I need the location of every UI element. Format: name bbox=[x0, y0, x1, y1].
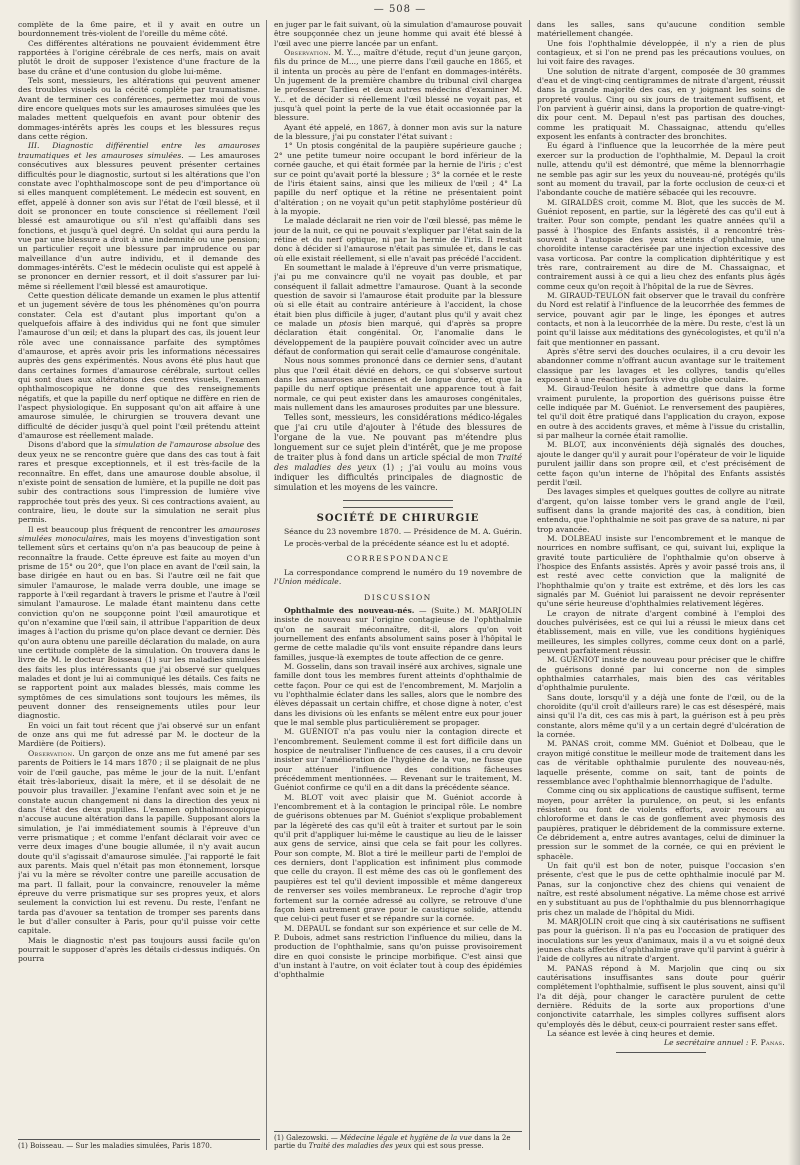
paragraph: M. GIRAUD-TEULON fait observer que le travail du confrère du Nord est relatif à l'influence de la leucorrhée des femmes de service, pouvant agir par le linge, les éponges et autres contacts, et non à la leucorrhée de la mère. Du reste, c'est là un point qu'il laisse aux méditations des gynécologistes, et qu'il n'a fait que mentionner en passant. bbox=[537, 290, 785, 347]
paragraph: Mais le diagnostic n'est pas toujours aussi facile qu'on pourrait le supposer d'après les détails ci-dessus indiqués. On pourra bbox=[18, 935, 260, 964]
paragraph-text: — (Suite.) M. MARJOLIN insiste de nouveau sur l'origine contagieuse de l'ophthalmie qu'on ne saurait méconnaître, dit-il, alors qu'on voit journellement des enfants absolument sains poser à l'hôpital le germe de cette maladie qu'ils vont ensuite répandre dans leurs familles, jusque-là exemptes de toute affection de ce genre. bbox=[274, 605, 522, 662]
paragraph: Ces différentes altérations ne pouvaient évidemment être rapportées à l'origine cérébrale de ces nerfs, mais on avait plutôt le droit de supposer l'existence d'une fracture de la base du crâne et d'une contusion du globe lui-même. bbox=[18, 38, 260, 76]
paragraph-lead: En soumettant le malade à l'épreuve d'un verre prismatique, j'ai pu me convaincre qu'il ne voyait pas double, et par conséquent il fallait admettre l'amaurose. Quant à la seconde question de savoir si l'amaurose était produite par la blessure où si elle était au contraire antérieure à l'accident, la chose était bien plus difficile à juger, d'autant plus qu'il y avait chez ce malade un bbox=[274, 262, 522, 328]
observation-label: Observation. bbox=[284, 48, 331, 58]
topic-title: Ophthalmie des nouveau-nés. bbox=[284, 605, 415, 615]
paragraph: La séance est levée à cinq heures et demie. bbox=[547, 1029, 715, 1039]
paragraph: Cette question délicate demande un examen le plus attentif et un jugement sévère de tous les phénomènes qu'on pourra constater. Cela est d'autant plus important qu'on a quelquefois affaire à des individus qui ne font que simuler l'amaurose d'un œil; et dans la plupart des cas, ils jouent leur rôle avec une connaissance parfaite des symptômes d'amaurose, et après avoir pris les informations nécessaires auprès des gens expérimentés. Nous avons été plus haut que dans certaines formes d'amaurose cérébrale, surtout celles qui sont dues aux altérations des centres visuels, l'examen ophthalmoscopique ne donne que des renseignements négatifs, et que la papille du nerf optique ne diffère en rien de l'aspect physiologique. En supposant qu'on ait affaire à une amaurose simulée, le chirurgien se trouvera devant une difficulté de décider jusqu'à quel point l'œil prétendu atteint d'amaurose est réellement malade. bbox=[18, 290, 260, 441]
italic-term: amauroses simulées monoculaires bbox=[18, 524, 260, 543]
paragraph: Nous nous sommes prononcé dans ce dernier sens, d'autant plus que l'œil était dévié en dehors, ce qui s'observe surtout dans les amauroses anciennes et de longue durée, et que la papille du nerf optique présentait une apparence tout à fait normale, ce qui peut exister dans les amauroses congénitales, mais nullement dans les amauroses produites par une blessure. bbox=[274, 356, 522, 413]
paragraph: Eu égard à l'influence que la leucorrhée de la mère peut exercer sur la production de l'ophthalmie, M. Depaul la croit nulle, attendu qu'il est démontré, que même la blennorrhagie ne semble pas agir sur les yeux du nouveau-né, protégés qu'ils sont au moment du travail, par la forte occlusion de ceux-ci et l'abondante couche de matière sébacée qui les recouvre. bbox=[537, 141, 785, 198]
footnote-title: Médecine légale et hygiène de la vue bbox=[339, 1133, 473, 1142]
column-divider-left bbox=[266, 20, 267, 1150]
paragraph bbox=[18, 749, 260, 936]
paragraph-text: (1) ; j'ai voulu au moins vous indiquer les difficultés principales de diagnostic de simulation et les moyens de les vaincre. bbox=[274, 462, 522, 493]
paragraph: M. BLOT voit avec plaisir que M. Guéniot accorde à l'encombrement et à la contagion le principal rôle. Le nombre de guérisons obtenues par M. Guéniot s'explique probablement par la légèreté des cas qu'il eût à traiter et surtout par le soin qu'il prit d'appliquer lui-même le caustique au lieu de le laisser aux gens de service, ainsi que cela se fait pour les collyres. Pour son compte, M. Blot a tiré le meilleur parti de l'emploi de ces derniers, dont l'application est infiniment plus commode que celle du crayon. Il est même des cas où le gonflement des paupières est tel qu'il devient impossible et même dangereux de renverser ses voiles membraneux. Le reproche d'agir trop fortement sur la cornée adressé au collyre, se retrouve d'une façon bien autrement grave pour le caustique solide, attendu que celui-ci peut fuser et se répandre sur la cornée. bbox=[274, 792, 522, 924]
paragraph: Le crayon de nitrate d'argent combiné à l'emploi des douches pulvérisées, est ce qui lui a réussi le mieux dans cet établissement, mais en ville, vue les conditions hygiéniques meilleures, les simples collyres, comme ceux dont on a parlé, peuvent parfaitement réussir. bbox=[537, 608, 785, 656]
correspondance-heading: CORRESPONDANCE bbox=[346, 554, 450, 564]
paragraph: Ayant été appelé, en 1867, à donner mon avis sur la nature de la blessure, j'ai pu constater l'état suivant : bbox=[274, 122, 522, 142]
footnote: (1) Boisseau. — Sur les maladies simulées, Paris 1870. bbox=[18, 1139, 260, 1151]
session-line: Séance du 23 novembre 1870. — Présidence de M. A. Guérin. bbox=[284, 526, 522, 536]
column-1 bbox=[18, 20, 260, 1145]
page-fold-shadow bbox=[788, 0, 800, 1165]
paragraph: dans les salles, sans qu'aucune condition semble matériellement changée. bbox=[537, 20, 785, 39]
signature-name: F. Panas. bbox=[750, 1038, 785, 1048]
footnote-end: qui est sous presse. bbox=[411, 1142, 484, 1151]
closing-rule bbox=[616, 1052, 706, 1053]
paragraph-text: . bbox=[338, 577, 342, 587]
paragraph-text: M. Y..., maître d'étude, reçut d'un jeune garçon, fils du prince de M..., une pierre dans l'œil gauche en 1865, et il intenta un procès au père de l'enfant en dommages-intérêts. Un jugement de la première chambre du tribunal civil chargea le professeur Tardieu et deux autres médecins d'examiner M. Y... et de décider si réellement l'œil blessé ne voyait pas, et jusqu'à quel point la perte de la vue était occasionnée par la blessure. bbox=[274, 48, 522, 123]
paragraph: complète de la 6me paire, et il y avait en outre un bourdonnement très-violent de l'oreille du même côté. bbox=[18, 20, 260, 39]
paragraph bbox=[274, 568, 522, 587]
ornament-divider bbox=[343, 500, 453, 508]
italic-term: simulation de l'amaurose absolue bbox=[114, 440, 245, 450]
paragraph-lead: Telles sont, messieurs, les considérations médico-légales que j'ai cru utile d'ajouter à l'étude des blessures de l'organe de la vue. Ne pouvant pas m'étendre plus longuement sur ce sujet plein d'intérêt, que je me propose de traiter plus à fond dans un article spécial de mon bbox=[274, 412, 522, 463]
paragraph-lead: Il est beaucoup plus fréquent de rencontrer les bbox=[28, 524, 219, 534]
italic-term: Traité des maladies des yeux bbox=[274, 452, 522, 473]
paragraph: Comme cinq ou six applications de caustique suffisent, terme moyen, pour arrêter la purulence, on peut, si les enfants résistent ou font de violents efforts, avoir recours au chloroforme et dans le cas de gonflement avec phymosis des paupières, pratiquer le débridement de la commissure externe. Ce débridement a, entre autres avantages, celui de diminuer la pression sur le sommet de la cornée, ce qui en prévient le sphacèle. bbox=[537, 786, 785, 861]
column-2 bbox=[274, 20, 522, 1145]
paragraph: M. GUÉNIOT insiste de nouveau pour préciser que le chiffre de guérisons donné par lui concerne non de simples ophthalmies catarrhales, mais bien des cas véritables d'ophthalmie purulente. bbox=[537, 655, 785, 693]
column-3 bbox=[537, 20, 785, 1145]
paragraph-text: — Les amauroses consécutives aux blessures peuvent présenter certaines difficultés pour le diagnostic, surtout si les altérations que l'on constate avec l'ophthalmoscope sont de peu d'importance où si elles manquent complétement. Le médecin est souvent, en effet, appelé à donner son avis sur l'état de l'œil blessé, et il doit se prononcer en toute conscience si réellement l'œil blessé est amaurotique ou s'il n'est qu'affaibli dans ses fonctions, et jusqu'à quel degré. Un soldat qui aura perdu la vue par une blessure a droit à une indemnité ou une pension; un particulier reçoit une blessure par imprudence ou par malveillance d'un autre individu, et il demande des dommages-intérêts. C'est le médecin oculiste qui est appelé à se prononcer en dernier ressort, et il doit s'assurer par lui-même si réellement l'œil blessé est amaurotique. bbox=[18, 150, 260, 291]
paragraph: Le procès-verbal de la précédente séance est lu et adopté. bbox=[284, 539, 510, 549]
paragraph: M. GUÉNIOT n'a pas voulu nier la contagion directe et l'encombrement. Seulement comme il est fort difficile dans un hospice de neutraliser l'influence de ces causes, il a cru devoir insister sur l'amélioration de l'hygiène de la vue, ne fusse que pour atténuer l'influence des conditions fâcheuses précédemment mentionnées. — Revenant sur le traitement, M. Guéniot confirme ce qu'il en a dit dans la précédente séance. bbox=[274, 727, 522, 793]
paragraph-text: , mais les moyens d'investigation sont tellement sûrs et certains qu'on n'a pas beaucoup de peine à reconnaître la fraude. Cette épreuve est faite au moyen d'un prisme de 15° ou 20°, que l'on place en avant de l'œil sain, la base dirigée en haut ou en bas. Si l'autre œil ne fait que simuler l'amaurose, le malade verra double, une image se rapporte à l'œil regardant à travers le prisme et l'autre à l'œil simulant l'amaurose. Le malade étant maintenu dans cette conviction qu'on ne soupçonne point l'œil amaurotique et qu'on n'examine que l'œil sain, il attribue l'apparition de deux images à l'action du prisme qu'on place devant ce dernier. Dès qu'on aura obtenu une pareille déclaration du malade, on aura une certitude complète de la simulation. On trouvera dans le livre de M. le docteur Boisseau (1) sur les maladies simulées des faits les plus intéressants que j'ai observé sur quelques malades et dont je lui ai communiqué les détails. Ces faits ne se rapportent point aux malades blessés, mais comme les symptômes de ces simulations sont toujours les mêmes, ils peuvent donner des renseignements utiles pour leur diagnostic. bbox=[18, 533, 260, 721]
paragraph-text: bien marqué, qui d'après sa propre déclaration était congénital. Or, l'anomalie dans le développement de la paupière pouvait coïncider avec un autre défaut de conformation qui serait celle d'amaurose congénitale. bbox=[274, 319, 522, 357]
paragraph: M. Giraud-Teulon hésite à admettre que dans la forme vraiment purulente, la proportion des guérisons puisse être celle indiquée par M. Guéniot. Le renversement des paupières, tel qu'il doit être pratiqué dans l'application du crayon, expose en outre à des accidents graves, et même à l'issue du cristallin, si par malheur la cornée était ramollie. bbox=[537, 384, 785, 441]
italic-term: l'Union médicale bbox=[274, 577, 339, 587]
page-number: — 508 — bbox=[373, 4, 427, 15]
paragraph: M. PANAS répond à M. Marjolin que cinq ou six cautérisations insuffisantes sans doute pour guérir complétement l'ophthalmie, suffisent le plus souvent, ainsi qu'il l'a dit déjà, pour changer le caractère purulent de cette dernière. Réduits de la sorte aux proportions d'une conjonctivite catarrhale, les simples collyres suffisent alors qu'employés dès le début, ceux-ci pourraient rester sans effet. bbox=[537, 963, 785, 1029]
paragraph bbox=[18, 525, 260, 721]
paragraph: M. Gosselin, dans son travail inséré aux archives, signale une famille dont tous les membres furent atteints d'ophthalmie de cette façon. Pour ce qui est de l'encombrement, M. Marjolin a vu l'ophthalmie éclater dans les salles, alors que le nombre des élèves dépassait un certain chiffre, et chose digne à noter, c'est dans les divisions où les enfants se mêlent entre eux pour jouer que le mal semble plus particulièrement se propager. bbox=[274, 661, 522, 727]
signature-role: Le secrétaire annuel : bbox=[664, 1038, 751, 1048]
paragraph: Un fait qu'il est bon de noter, puisque l'occasion s'en présente, c'est que le pus de cette ophthalmie inoculé par M. Panas, sur la conjonctive chez des chiens qui venaient de naître, est resté absolument négative. La même chose est arrivé en y substituant au pus de l'ophthalmie du pus blennorrhagique pris chez un malade de l'hôpital du Midi. bbox=[537, 860, 785, 917]
paragraph: Tels sont, messieurs, les altérations qui peuvent amener des troubles visuels ou la cécité complète par traumatisme. Avant de terminer ces conférences, permettez moi de vous dire encore quelques mots sur les amauroses simulées que les malades mettent quelquefois en avant pour obtenir des dommages-intérêts après les coups et les blessures reçus dans cette région. bbox=[18, 76, 260, 142]
paragraph: Une fois l'ophthalmie développée, il n'y a rien de plus contagieux, et si l'on ne prend pas les précautions voulues, on lui voit faire des ravages. bbox=[537, 38, 785, 67]
observation-label: Observation. bbox=[28, 748, 75, 758]
paragraph: M. PANAS croit, comme MM. Guéniot et Dolbeau, que le crayon mitigé constitue le meilleur mode de traitement dans les cas de véritable ophthalmie purulente des nouveau-nés, laquelle présente, comme on sait, tant de points de ressemblance avec l'ophthalmie blennorrhagique de l'adulte. bbox=[537, 739, 785, 786]
paragraph bbox=[274, 263, 522, 356]
society-title: SOCIÉTÉ DE CHIRURGIE bbox=[316, 513, 480, 525]
paragraph-text: des deux yeux ne se rencontre guère que dans des cas tout à fait rares et presque exceptionnels, et il est très-facile de la reconnaître. En effet, dans une amaurose double absolue, il n'existe point de sensation de lumière, et la pupille ne doit pas subir des contractions sous l'impression de lumière vive rapprochée tout près des yeux. Si ces contractions avaient, au contraire, lieu, le doute sur la simulation ne serait plus permis. bbox=[18, 440, 260, 525]
paragraph: 1° Un ptosis congénital de la paupière supérieure gauche ; 2° une petite tumeur noire occupant le bord inférieur de la cornée gauche, et qui était formée par la hernie de l'iris ; c'est sur ce point qu'avait porté la blessure ; 3° la cornée et le reste de l'iris étaient sains, ainsi que les milieux de l'œil ; 4° La papille du nerf optique et la rétine ne présentaient point d'altération ; on ne voyait qu'un petit staphylôme postérieur dû à la myopie. bbox=[274, 141, 522, 216]
discussion-heading: DISCUSSION bbox=[364, 592, 432, 602]
paragraph: M. GIRALDÈS croit, comme M. Blot, que les succès de M. Guéniot reposent, en partie, sur la légèreté des cas qu'il eut à traiter. Pour son compte, pendant les quatre années qu'il a passé à l'hospice des Enfants assistés, il a rencontré très-souvent à l'autopsie des yeux atteints d'ophthalmie, une choroïdite intense caractérisée par une injection excessive des vasa vorticosa. Par contre la complication diphtéritique y est très rare, contrairement au dire de M. Chassaignac, et contrairement aussi à ce qui a lieu chez des enfants plus âgés comme ceux qu'on reçoit à l'hôpital de la rue de Sèvres. bbox=[537, 197, 785, 291]
paragraph-lead: La correspondance comprend le numéro du 19 novembre de bbox=[284, 567, 522, 577]
italic-term: ptosis bbox=[338, 319, 362, 328]
paragraph bbox=[274, 412, 522, 492]
footnote bbox=[274, 1131, 522, 1151]
signature bbox=[537, 1038, 785, 1047]
paragraph: En voici un fait tout récent que j'ai observé sur un enfant de onze ans qui me fut adressé par M. le docteur de la Mardière (de Poitiers). bbox=[18, 720, 260, 749]
paragraph bbox=[18, 141, 260, 291]
footnote-mid: dans la 2e partie du bbox=[274, 1133, 511, 1151]
paragraph: M. BLOT, aux inconvénients déjà signalés des douches, ajoute le danger qu'il y aurait pour l'opérateur de voir le liquide purulent jaillir dans son propre œil, et c'est précisément de cette façon qu'un interne de l'hôpital des Enfants assistés perdit l'œil. bbox=[537, 440, 785, 487]
paragraph: M. DEPAUL se fondant sur son expérience et sur celle de M. P. Dubois, admet sans restriction l'influence du milieu, dans la production de l'ophthalmie, sans qu'on puisse provisoirement dire en quoi consiste le principe morbifique. C'est ainsi que d'un instant à l'autre, on voit éclater tout à coup des épidémies d'ophthalmie bbox=[274, 923, 522, 980]
paragraph: Des lavages simples et quelques gouttes de collyre au nitrate d'argent, qu'on laisse tomber vers le grand angle de l'œil, suffisent dans la grande majorité des cas, à condition, bien entendu, que l'ophthalmie ne soit pas grave de sa nature, ni par trop avancée. bbox=[537, 487, 785, 534]
section-heading: III. Diagnostic différentiel entre les amauroses traumatiques et les amauroses simulées. bbox=[18, 141, 260, 160]
paragraph: Une solution de nitrate d'argent, composée de 30 grammes d'eau et de vingt-cinq centigrammes de nitrate d'argent, réussit dans la grande majorité des cas, en y joignant les soins de propreté voulus. Cinq ou six jours de traitement suffisent, et l'on parvient à guérir ainsi, dans la proportion de quatre-vingt-dix pour cent. M. Depaul n'est pas partisan des douches, comme les pratiquait M. Chassaignac, attendu qu'elles exposent les enfants à contracter des bronchites. bbox=[537, 66, 785, 142]
paragraph: Le malade déclarait ne rien voir de l'œil blessé, pas même le jour de la nuit, ce qui ne pouvait s'expliquer par l'état sain de la rétine et du nerf optique, ni par la hernie de l'iris. Il restait donc à décider si l'amaurose n'était pas simulée et, dans le cas où elle existait réellement, si elle n'avait pas précédé l'accident. bbox=[274, 216, 522, 263]
paragraph bbox=[274, 606, 522, 662]
paragraph: Après s'être servi des douches oculaires, il a cru devoir les abandonner comme n'offrant aucun avantage sur le traitement classique par les lavages et les collyres, tandis qu'elles exposent à une réaction parfois vive du globe oculaire. bbox=[537, 347, 785, 385]
paragraph: M. MARJOLIN croit que cinq à six cautérisations ne suffisent pas pour la guérison. Il n'a pas eu l'occasion de pratiquer des inoculations sur les yeux d'animaux, mais il a vu et soigné deux jeunes chats affectés d'ophthalmie grave qu'il parvint à guérir à l'aide de collyres au nitrate d'argent. bbox=[537, 917, 785, 964]
column-divider-right bbox=[529, 20, 530, 1150]
footnote-lead: (1) Galezowski. — bbox=[274, 1133, 340, 1142]
paragraph: Sans doute, lorsqu'il y a déjà une fonte de l'œil, ou de la choroïdite (qu'il croît d'ailleurs rare) le cas est désespéré, mais ainsi qu'il l'a dit, ces cas mis à part, la guérison est à peu près constante, alors même qu'il y a un certain degré d'ulcération de la cornée. bbox=[537, 692, 785, 740]
paragraph-lead: Disons d'abord que la bbox=[28, 440, 115, 450]
paragraph: M. DOLBEAU insiste sur l'encombrement et le manque de nourrices en nombre suffisant, ce qui, suivant lui, explique la gravité toute particulière de l'ophthalmie qu'on observe à l'hospice des Enfants assistés. Après y avoir passé trois ans, il est resté avec cette conviction que la malignité de l'hophthalmie qu'on y traite est extrême, et dès lors les cas signalés par M. Guéniot lui paraissent ne devoir représenter qu'une série heureuse d'ophthalmies relativement légères. bbox=[537, 533, 785, 609]
paragraph bbox=[18, 440, 260, 524]
footnote-title-2: Traité des maladies des yeux bbox=[308, 1142, 412, 1151]
paragraph: en juger par le fait suivant, où la simulation d'amaurose pouvait être soupçonnée chez un jeune homme qui avait été blessé à l'œil avec une pierre lancée par un enfant. bbox=[274, 20, 522, 48]
paragraph bbox=[274, 48, 522, 123]
paragraph-text: Un garçon de onze ans me fut amené par ses parents de Poitiers le 14 mars 1870 ; il se plaignait de ne plus voir de l'œil gauche, pas même le jour de la nuit. L'enfant était très-laborieux, disait la mère, et il se désolait de ne pouvoir plus travailler. J'examine l'enfant avec soin et je ne constate aucun changement ni dans la direction des yeux ni dans l'état des deux pupilles. L'examen ophthalmoscopique n'accuse aucune altération dans la papille. Supposant alors la simulation, je l'ai immédiatement soumis à l'épreuve d'un verre prismatique ; et comme l'enfant déclarait voir avec ce verre deux images d'une bougie allumée, il n'y avait aucun doute qu'il s'agissait d'amaurose simulée. J'ai rapporté le fait aux parents. Mais quel n'était pas mon étonnement, lorsque j'ai vu la mère se révolter contre une pareille accusation de ma part. Il fallait, pour la convaincre, renouveler la même épreuve du verre prismatique sur ses propres yeux, et alors seulement la conviction lui est revenu. Du reste, l'enfant ne tarda pas d'avouer sa tentation de tromper ses parents dans le but d'aller consulter à Paris, pour qu'il puisse voir cette capitale. bbox=[18, 748, 260, 936]
